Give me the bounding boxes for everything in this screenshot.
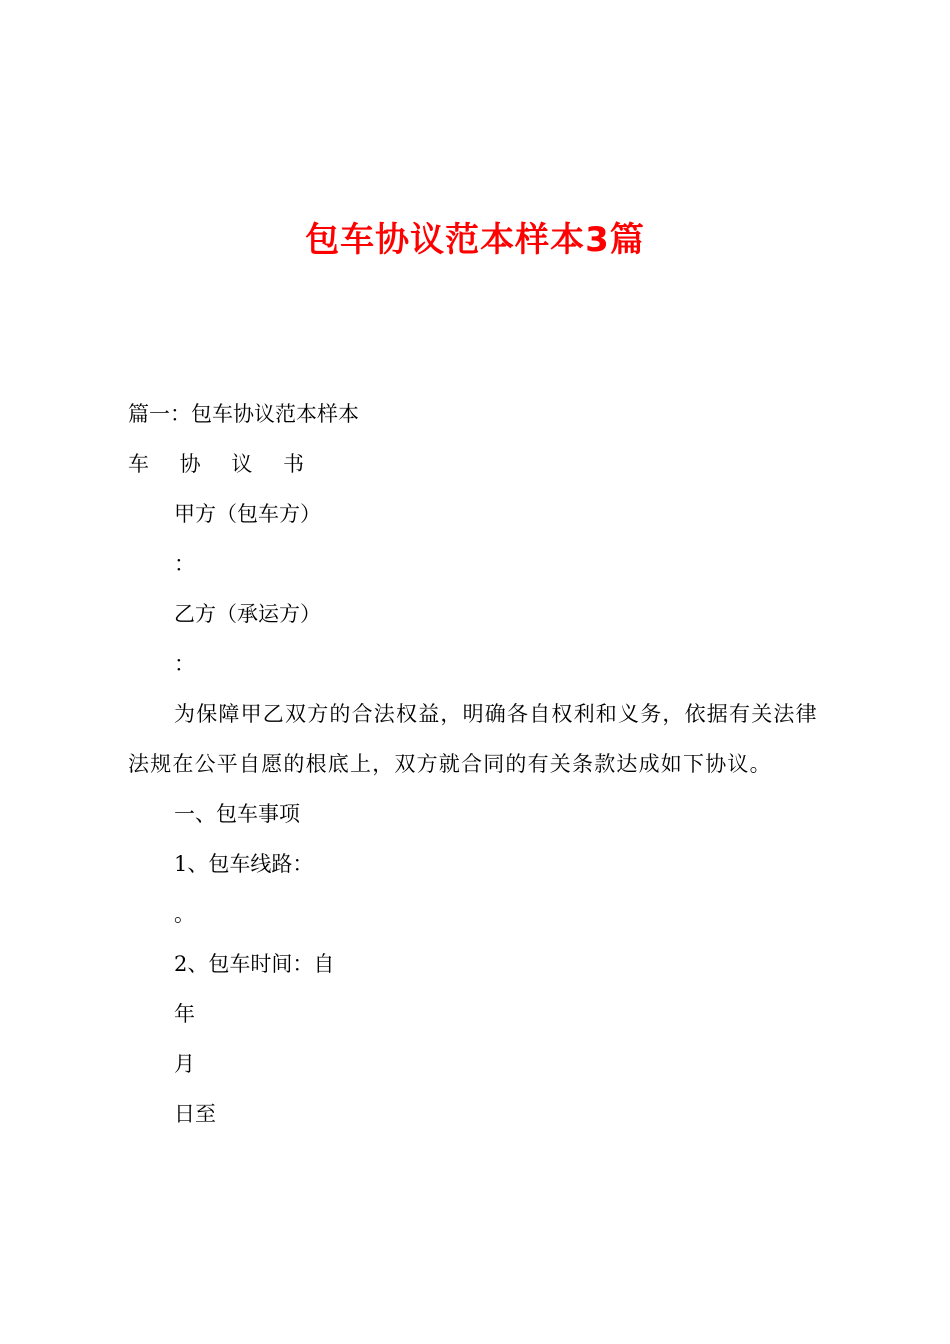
party-a-colon: ： xyxy=(174,552,195,576)
party-b-label: 乙方（承运方） xyxy=(174,602,321,626)
route-value: 。 xyxy=(174,902,195,926)
month-label: 月 xyxy=(174,1052,195,1076)
route-item: 1、包车线路： xyxy=(174,852,314,876)
preamble-line-2: 法规在公平自愿的根底上，双方就合同的有关条款达成如下协议。 xyxy=(128,752,772,776)
preamble-line-1: 为保障甲乙双方的合法权益，明确各自权利和义务，依据有关法律 xyxy=(174,702,818,726)
party-a-label: 甲方（包车方） xyxy=(174,502,321,526)
party-b-colon: ： xyxy=(174,652,195,676)
clause-heading: 一、包车事项 xyxy=(174,802,300,826)
section-heading: 篇一：包车协议范本样本 xyxy=(128,402,359,426)
agreement-heading: 车 协 议 书 xyxy=(128,452,317,476)
day-to-label: 日至 xyxy=(174,1102,216,1126)
time-item: 2、包车时间：自 xyxy=(174,952,335,976)
document-title: 包车协议范本样本3篇 xyxy=(305,220,645,260)
year-label: 年 xyxy=(174,1002,195,1026)
